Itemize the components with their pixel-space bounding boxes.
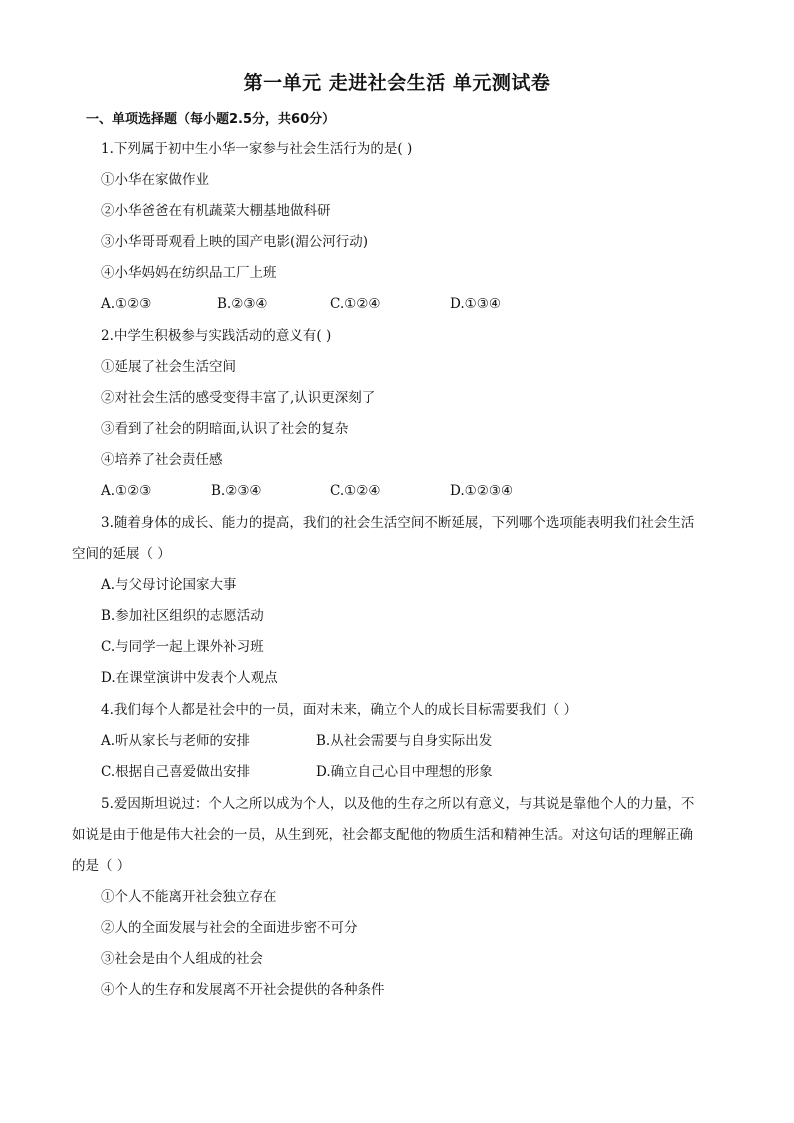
question-5-item-1: ①个人不能离开社会独立存在	[101, 889, 277, 905]
question-3-stem-line-1: 3.随着身体的成长、能力的提高，我们的社会生活空间不断延展，下列哪个选项能表明我们社会生活	[101, 515, 695, 531]
question-3-choice-d: D.在课堂演讲中发表个人观点	[101, 670, 278, 686]
question-5-stem-line-1: 5.爱因斯坦说过：个人之所以成为个人，以及他的生存之所以有意义，与其说是靠他个人的力量，不	[101, 796, 695, 812]
question-5-item-3: ③社会是由个人组成的社会	[101, 951, 263, 967]
page-title: 第一单元 走进社会生活 单元测试卷	[243, 72, 551, 94]
question-3-choice-b: B.参加社区组织的志愿活动	[101, 608, 264, 624]
question-2-stem: 2.中学生积极参与实践活动的意义有( )	[101, 328, 332, 344]
question-2-item-3: ③看到了社会的阴暗面,认识了社会的复杂	[101, 421, 349, 437]
question-1-item-2: ②小华爸爸在有机蔬菜大棚基地做科研	[101, 203, 331, 219]
question-3-stem-line-2: 空间的延展（ ）	[72, 546, 171, 562]
question-5-item-4: ④个人的生存和发展离不开社会提供的各种条件	[101, 982, 385, 998]
question-2-item-1: ①延展了社会生活空间	[101, 359, 236, 375]
question-4-choice-d: D.确立自己心目中理想的形象	[316, 764, 493, 780]
question-1-stem: 1.下列属于初中生小华一家参与社会生活行为的是( )	[101, 141, 413, 157]
question-2-item-4: ④培养了社会责任感	[101, 452, 223, 468]
question-3-choice-c: C.与同学一起上课外补习班	[101, 639, 264, 655]
question-4-stem: 4.我们每个人都是社会中的一员，面对未来，确立个人的成长目标需要我们（ ）	[101, 702, 578, 718]
question-3-choice-a: A.与父母讨论国家大事	[101, 577, 237, 593]
question-2-item-2: ②对社会生活的感受变得丰富了,认识更深刻了	[101, 390, 376, 406]
question-1-choice-c: C.①②④	[330, 296, 381, 312]
question-2-choice-b: B.②③④	[211, 483, 262, 499]
section-heading: 一、单项选择题（每小题2.5分，共60分）	[86, 112, 336, 127]
question-1-choice-d: D.①③④	[450, 296, 501, 312]
question-5-stem-line-2: 如说是由于他是伟大社会的一员，从生到死，社会都支配他的物质生活和精神生活。对这句话的理解正确	[72, 827, 693, 843]
question-2-choice-a: A.①②③	[101, 483, 152, 499]
question-4-choice-a: A.听从家长与老师的安排	[101, 733, 251, 749]
question-4-choice-c: C.根据自己喜爱做出安排	[101, 764, 251, 780]
question-2-choice-d: D.①②③④	[450, 483, 514, 499]
question-1-item-4: ④小华妈妈在纺织品工厂上班	[101, 265, 277, 281]
question-1-choice-a: A.①②③	[101, 296, 152, 312]
question-1-item-3: ③小华哥哥观看上映的国产电影(湄公河行动)	[101, 234, 369, 250]
question-5-stem-line-3: 的是（ ）	[72, 858, 131, 874]
question-2-choice-c: C.①②④	[330, 483, 381, 499]
question-1-item-1: ①小华在家做作业	[101, 172, 209, 188]
question-1-choice-b: B.②③④	[217, 296, 268, 312]
question-5-item-2: ②人的全面发展与社会的全面进步密不可分	[101, 920, 358, 936]
question-4-choice-b: B.从社会需要与自身实际出发	[316, 733, 493, 749]
